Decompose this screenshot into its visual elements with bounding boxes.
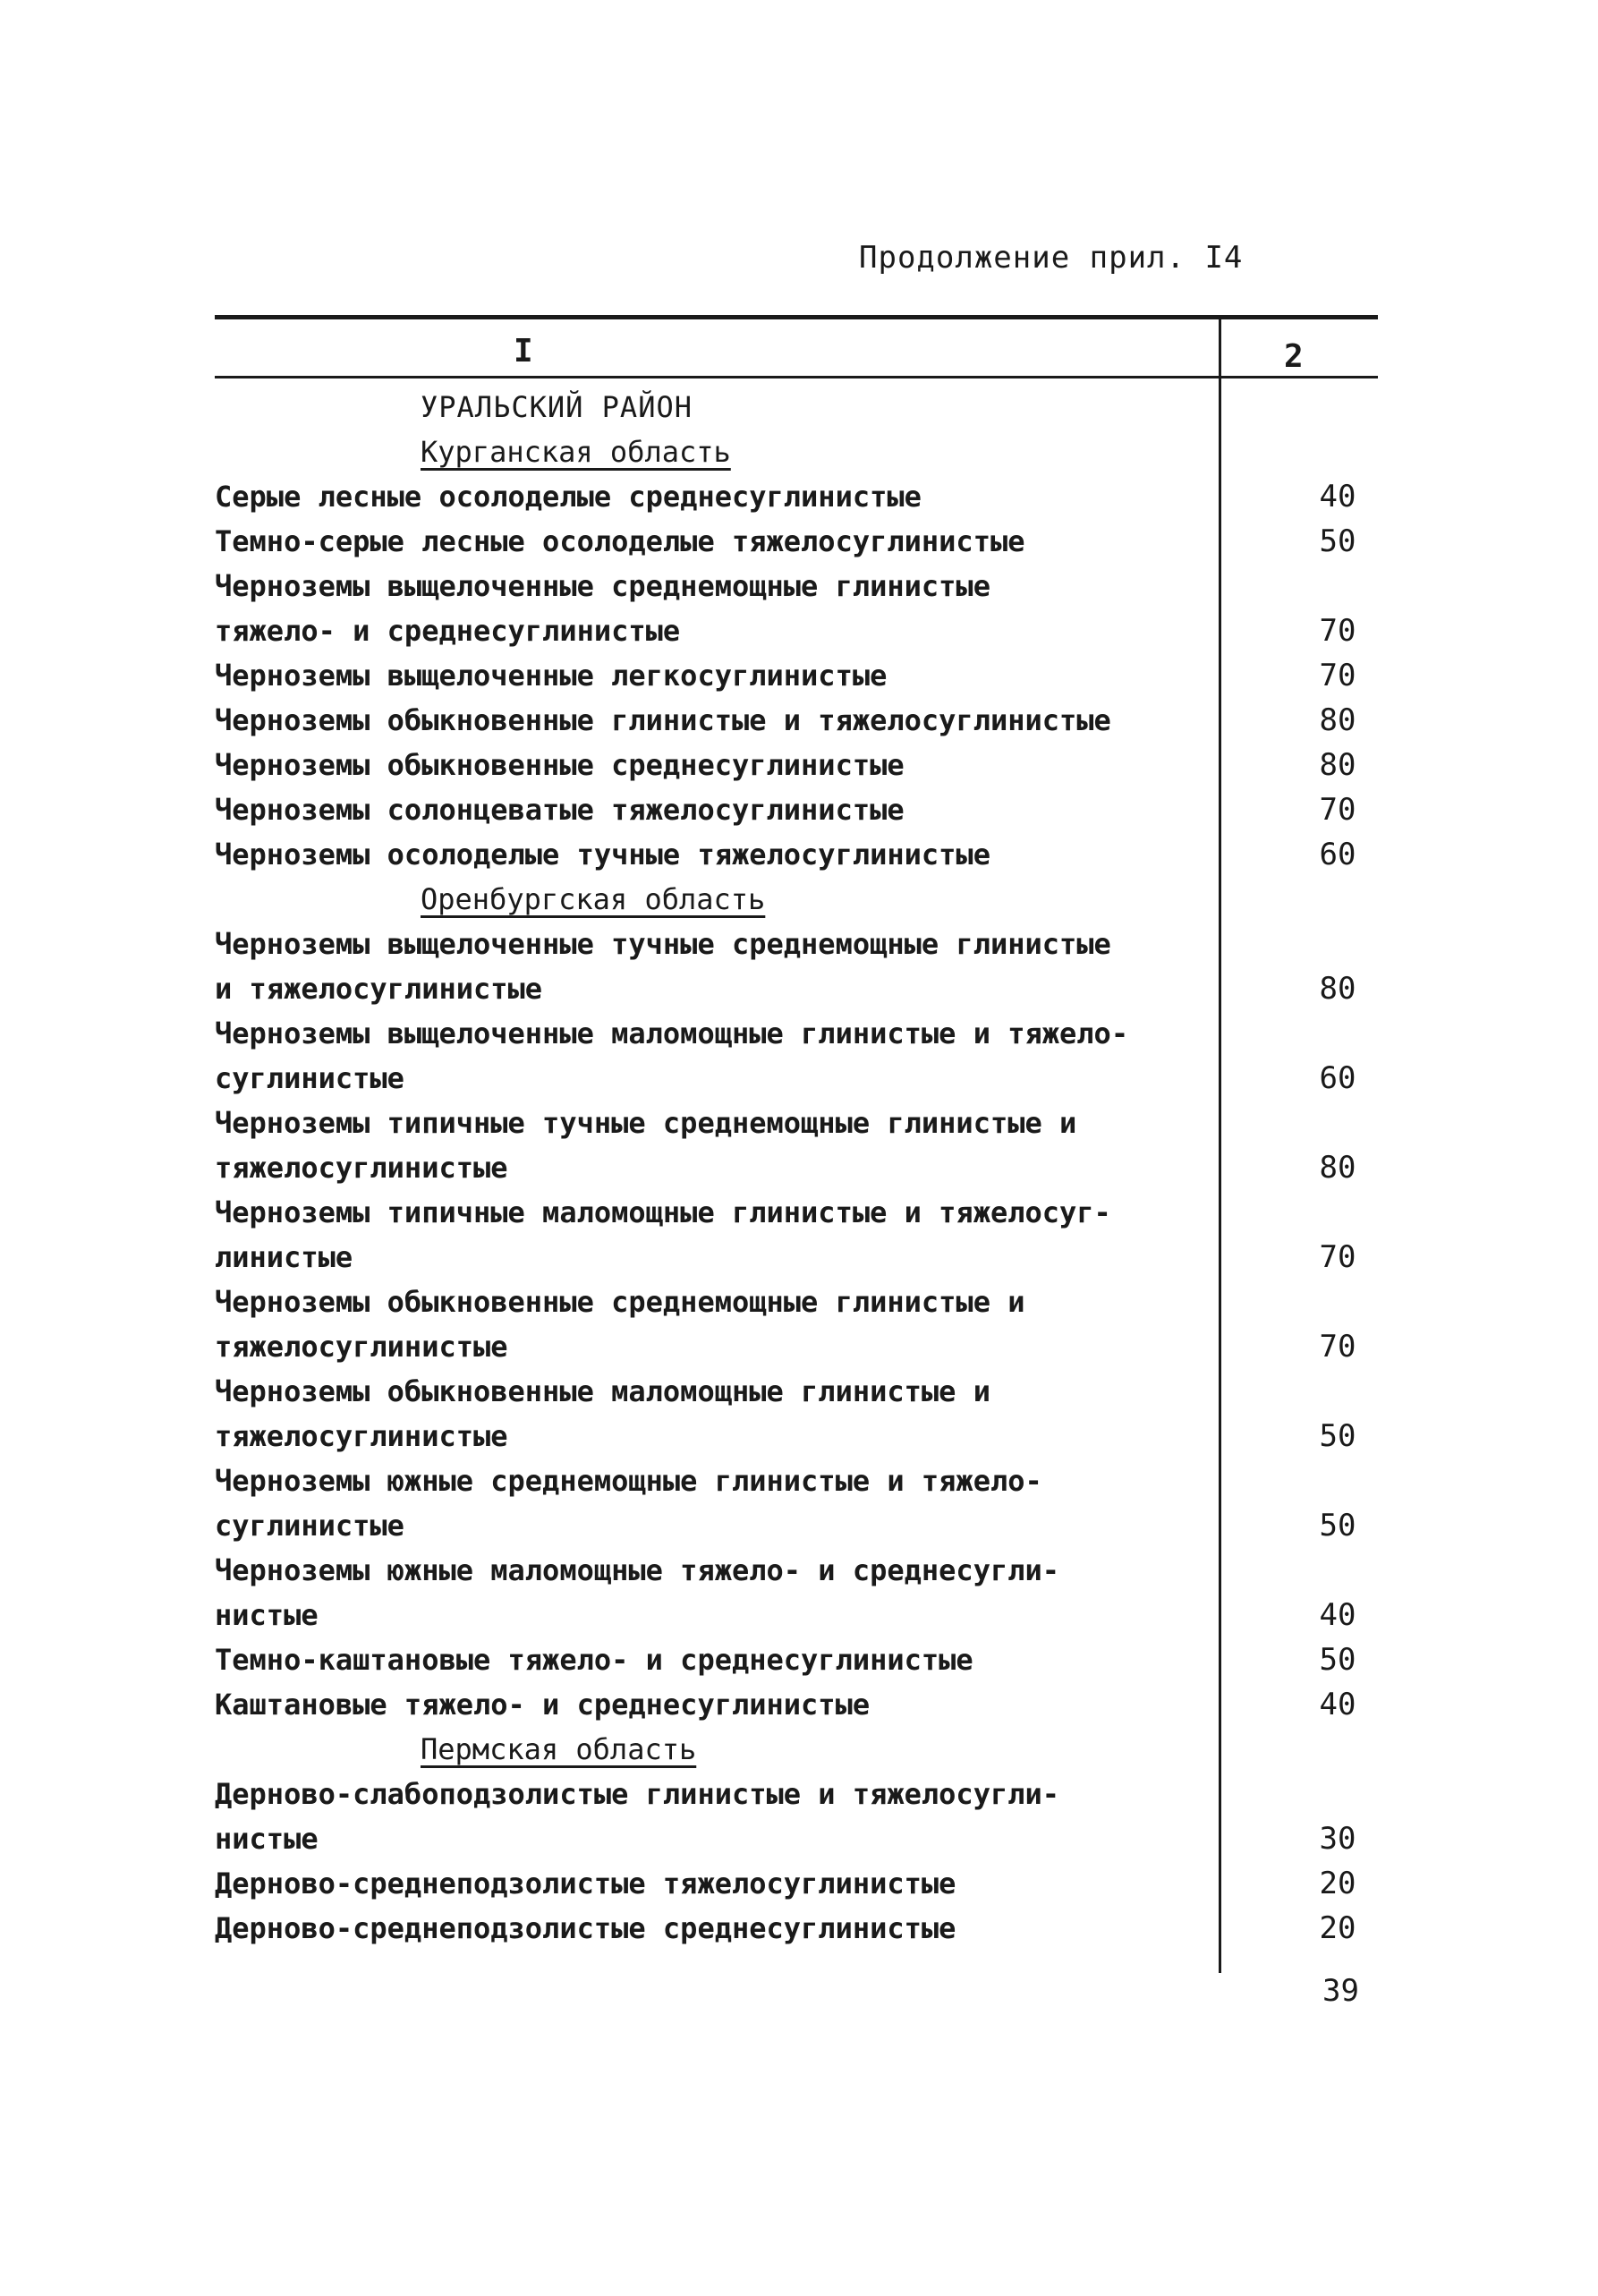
table-row [215, 1190, 1584, 1235]
table-row [215, 1369, 1584, 1414]
row-text: Черноземы выщелоченные тучные среднемощные глинистые [215, 927, 1111, 961]
table-row [215, 474, 1584, 519]
table-top-rule [215, 315, 1378, 319]
row-value: 80 [1319, 1150, 1356, 1186]
row-text: Серые лесные осолоделые среднесуглинистые [215, 480, 922, 514]
table-row [215, 1682, 1584, 1727]
row-value: 70 [1319, 613, 1356, 649]
row-text: Черноземы выщелоченные среднемощные глинистые [215, 569, 990, 603]
row-text: Пермская область [421, 1732, 697, 1766]
column-header-1: I [514, 333, 533, 370]
row-text: тяжелосуглинистые [215, 1330, 508, 1364]
row-value: 80 [1319, 702, 1356, 738]
row-text: Черноземы выщелоченные легкосуглинистые [215, 659, 888, 693]
table-row [215, 1011, 1584, 1056]
row-value: 40 [1319, 1597, 1356, 1633]
row-value: 70 [1319, 658, 1356, 693]
table-row [215, 1101, 1584, 1145]
table-row [215, 1816, 1584, 1861]
row-text: Дерново-среднеподзолистые тяжелосуглинистые [215, 1867, 956, 1901]
table-row [215, 653, 1584, 698]
table-row [215, 1056, 1584, 1101]
table-row [215, 1324, 1584, 1369]
table-row [215, 966, 1584, 1011]
column-header-2: 2 [1284, 338, 1304, 375]
table-row [215, 1637, 1584, 1682]
row-text: Черноземы типичные тучные среднемощные глинистые и [215, 1106, 1077, 1140]
row-value: 30 [1319, 1821, 1356, 1857]
row-text: Черноземы обыкновенные глинистые и тяжелосуглинистые [215, 703, 1111, 737]
table-row [215, 1458, 1584, 1503]
row-text: Черноземы солонцеватые тяжелосуглинистые [215, 793, 905, 827]
row-text: Черноземы южные маломощные тяжело- и среднесугли- [215, 1553, 1060, 1587]
row-value: 50 [1319, 1508, 1356, 1543]
row-text: тяжело- и среднесуглинистые [215, 614, 681, 648]
row-text: суглинистые [215, 1061, 404, 1095]
page-number: 39 [1322, 1973, 1359, 2009]
table-row [215, 1280, 1584, 1324]
row-value: 80 [1319, 971, 1356, 1007]
table-row [215, 608, 1584, 653]
table-row [215, 698, 1584, 743]
row-text: Оренбургская область [421, 882, 766, 916]
row-text: линистые [215, 1240, 353, 1274]
table-row [215, 743, 1584, 787]
table-row [215, 1772, 1584, 1816]
row-text: суглинистые [215, 1509, 404, 1543]
oblast-heading [215, 877, 1584, 922]
row-text: Черноземы выщелоченные маломощные глинистые и тяжело- [215, 1016, 1129, 1050]
table-header-rule [215, 376, 1378, 378]
row-value: 70 [1319, 1239, 1356, 1275]
row-value: 70 [1319, 1329, 1356, 1365]
table-row [215, 519, 1584, 564]
row-text: Дерново-среднеподзолистые среднесуглинистые [215, 1911, 956, 1945]
row-value: 50 [1319, 1418, 1356, 1454]
row-value: 40 [1319, 479, 1356, 514]
row-text: Черноземы обыкновенные маломощные глинистые и [215, 1374, 990, 1408]
row-value: 70 [1319, 792, 1356, 828]
row-text: Черноземы типичные маломощные глинистые и тяжелосуг- [215, 1195, 1111, 1229]
row-text: Дерново-слабоподзолистые глинистые и тяжелосугли- [215, 1777, 1060, 1811]
table-row [215, 1235, 1584, 1280]
row-text: тяжелосуглинистые [215, 1151, 508, 1185]
table-row [215, 1861, 1584, 1906]
row-value: 50 [1319, 523, 1356, 559]
table-row [215, 1503, 1584, 1548]
table-row [215, 832, 1584, 877]
row-text: Черноземы обыкновенные среднемощные глинистые и [215, 1285, 1025, 1319]
row-value: 80 [1319, 747, 1356, 783]
table-row [215, 1906, 1584, 1951]
oblast-heading [215, 429, 1584, 474]
row-text: нистые [215, 1598, 319, 1632]
row-value: 20 [1319, 1866, 1356, 1901]
row-text: Черноземы обыкновенные среднесуглинистые [215, 748, 905, 782]
oblast-heading [215, 1727, 1584, 1772]
row-value: 20 [1319, 1910, 1356, 1946]
row-text: Каштановые тяжело- и среднесуглинистые [215, 1688, 871, 1722]
row-text: и тяжелосуглинистые [215, 972, 543, 1006]
row-text: Черноземы южные среднемощные глинистые и тяжело- [215, 1464, 1042, 1498]
table-row [215, 1145, 1584, 1190]
row-text: тяжелосуглинистые [215, 1419, 508, 1453]
table-row [215, 564, 1584, 608]
row-text: Курганская область [421, 435, 731, 469]
table-row [215, 1593, 1584, 1637]
row-value: 60 [1319, 1060, 1356, 1096]
continuation-note: Продолжение прил. I4 [859, 240, 1244, 276]
table-row [215, 922, 1584, 966]
table-row [215, 1548, 1584, 1593]
table-row [215, 787, 1584, 832]
row-value: 40 [1319, 1687, 1356, 1722]
row-text: Темно-серые лесные осолоделые тяжелосуглинистые [215, 524, 1025, 558]
row-value: 50 [1319, 1642, 1356, 1678]
region-heading [215, 385, 1584, 429]
row-text: УРАЛЬСКИЙ РАЙОН [421, 390, 693, 424]
table-row [215, 1414, 1584, 1458]
row-text: Черноземы осолоделые тучные тяжелосуглинистые [215, 838, 990, 872]
row-value: 60 [1319, 837, 1356, 872]
row-text: нистые [215, 1822, 319, 1856]
row-text: Темно-каштановые тяжело- и среднесуглинистые [215, 1643, 973, 1677]
